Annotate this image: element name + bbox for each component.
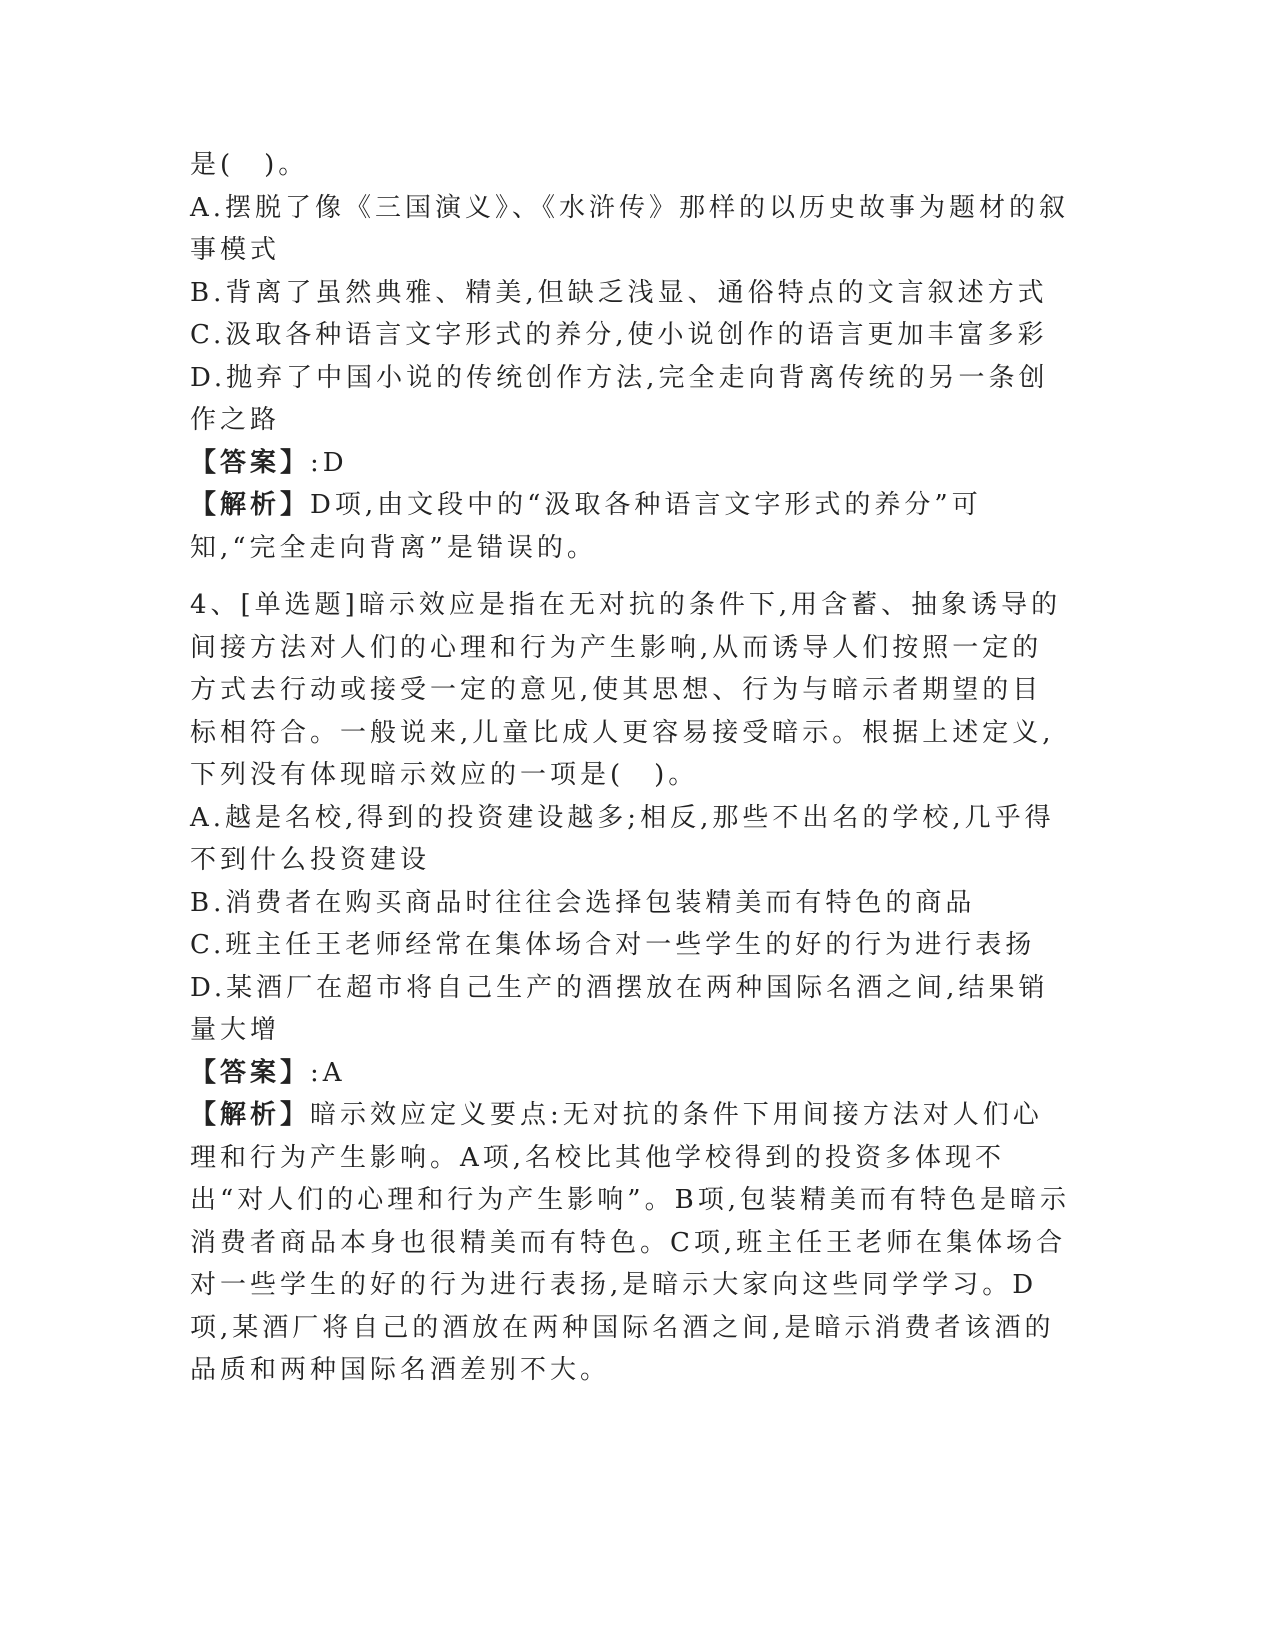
answer-value: D — [322, 447, 348, 478]
answer-label: 【答案】 — [190, 1057, 311, 1088]
answer-separator: : — [310, 1057, 323, 1088]
option-d: D.某酒厂在超市将自己生产的酒摆放在两种国际名酒之间,结果销量大增 — [190, 972, 1049, 1045]
option-c: C.班主任王老师经常在集体场合对一些学生的好的行为进行表扬 — [190, 930, 1036, 960]
option-c: C.汲取各种语言文字形式的养分,使小说创作的语言更加丰富多彩 — [190, 320, 1048, 350]
question-4 — [190, 584, 1070, 1392]
answer-value: A — [322, 1057, 346, 1088]
analysis-label: 【解析】 — [190, 1100, 311, 1130]
analysis-label: 【解析】 — [190, 490, 311, 520]
option-b: B.背离了虽然典雅、精美,但缺乏浅显、通俗特点的文言叙述方式 — [190, 277, 1048, 308]
answer-label: 【答案】 — [190, 447, 311, 478]
analysis-line — [190, 1094, 1070, 1392]
answer-line — [190, 1052, 1070, 1095]
option-b: B.消费者在购买商品时往往会选择包装精美而有特色的商品 — [190, 887, 976, 918]
analysis-text: D项,由文段中的“汲取各种语言文字形式的养分”可知,“完全走向背离”是错误的。 — [190, 490, 982, 563]
question-stem: 4、[单选题]暗示效应是指在无对抗的条件下,用含蓄、抽象诱导的间接方法对人们的心理和行为产生影响,从而诱导人们按照一定的方式去行动或接受一定的意见,使其思想、行为与暗示者期望的目标相符合。一般说来,儿童比成人更容易接受暗示。根据上述定义,下列没有体现暗示效应的一项是( )。 — [190, 590, 1062, 790]
analysis-line — [190, 484, 1070, 569]
answer-line — [190, 442, 1070, 485]
analysis-text: 暗示效应定义要点:无对抗的条件下用间接方法对人们心理和行为产生影响。A项,名校比其他学校得到的投资多体现不出“对人们的心理和行为产生影响”。B项,包装精美而有特色是暗示消费者商品本身也很精美而有特色。C项,班主任王老师在集体场合对一些学生的好的行为进行表扬,是暗示大家向这些同学学习。D项,某酒厂将自己的酒放在两种国际名酒之间,是暗示消费者该酒的品质和两种国际名酒差别不大。 — [190, 1100, 1070, 1385]
option-a: A.摆脱了像《三国演义》、《水浒传》那样的以历史故事为题材的叙事模式 — [190, 192, 1070, 265]
question-stem-tail: 是( )。 — [190, 150, 309, 180]
option-d: D.抛弃了中国小说的传统创作方法,完全走向背离传统的另一条创作之路 — [190, 362, 1049, 435]
document-page — [190, 144, 1070, 1392]
question-3 — [190, 144, 1070, 569]
option-a: A.越是名校,得到的投资建设越多;相反,那些不出名的学校,几乎得不到什么投资建设 — [190, 802, 1055, 875]
answer-separator: : — [310, 447, 323, 478]
question-spacer — [190, 569, 1070, 584]
